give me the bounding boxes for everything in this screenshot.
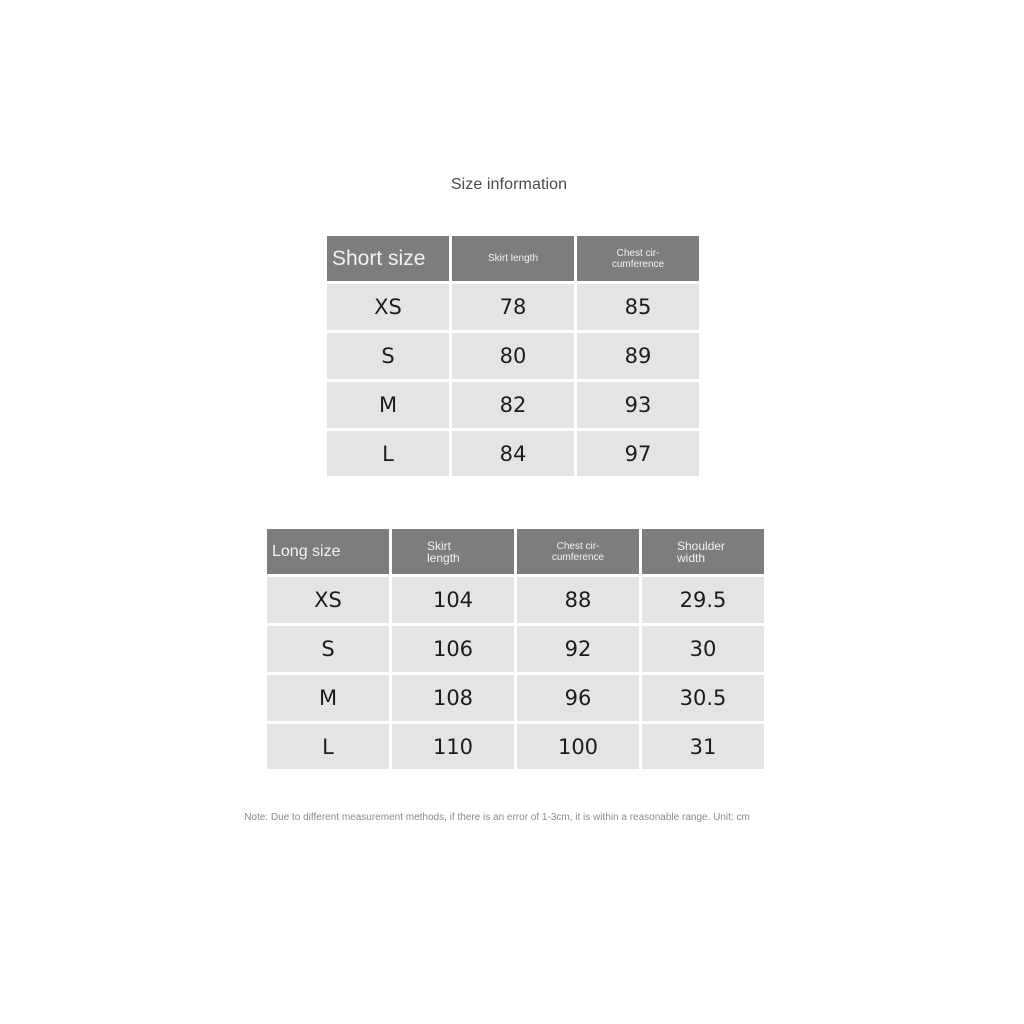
table-cell: 110 (392, 724, 514, 769)
table-cell: 97 (577, 431, 699, 476)
table-cell: 82 (452, 382, 574, 428)
table-cell: 92 (517, 626, 639, 672)
table-cell: 88 (517, 577, 639, 623)
table-cell: 104 (392, 577, 514, 623)
table-cell: L (327, 431, 449, 476)
table-cell: 108 (392, 675, 514, 721)
page-title: Size information (450, 176, 568, 193)
table-cell: 80 (452, 333, 574, 379)
table-header: Skirt length (392, 529, 514, 574)
long-size-table (267, 529, 764, 769)
table-cell: 106 (392, 626, 514, 672)
short-size-table (327, 236, 699, 476)
table-cell: L (267, 724, 389, 769)
table-cell: 30 (642, 626, 764, 672)
table-cell: 31 (642, 724, 764, 769)
table-cell: 100 (517, 724, 639, 769)
table-cell: 89 (577, 333, 699, 379)
table-cell: M (267, 675, 389, 721)
table-header: Short size (327, 236, 449, 281)
table-cell: 93 (577, 382, 699, 428)
table-header: Skirt length (452, 236, 574, 281)
table-header: Long size (267, 529, 389, 574)
table-cell: M (327, 382, 449, 428)
table-cell: 96 (517, 675, 639, 721)
table-header: Chest cir- cumference (517, 529, 639, 574)
table-header: Chest cir- cumference (577, 236, 699, 281)
table-cell: 84 (452, 431, 574, 476)
table-cell: 30.5 (642, 675, 764, 721)
measurement-note: Note: Due to different measurement methods, if there is an error of 1-3cm, it is within a reasonable range. Unit: cm (244, 812, 750, 823)
table-cell: 29.5 (642, 577, 764, 623)
table-cell: S (267, 626, 389, 672)
table-cell: XS (327, 284, 449, 330)
table-cell: S (327, 333, 449, 379)
table-cell: 78 (452, 284, 574, 330)
table-cell: 85 (577, 284, 699, 330)
table-header: Shoulder width (642, 529, 764, 574)
table-cell: XS (267, 577, 389, 623)
